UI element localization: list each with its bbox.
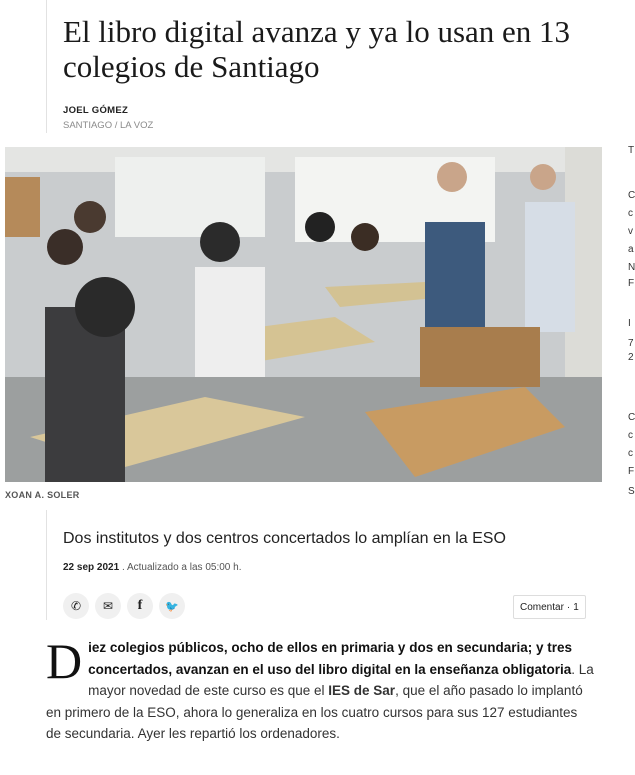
rail-fragment: F xyxy=(628,278,635,289)
rail-fragment: C xyxy=(628,412,635,423)
body-text-1: . La mayor novedad de este curso es que el xyxy=(88,661,594,698)
dateline xyxy=(63,562,241,573)
rail-fragment: c xyxy=(628,208,633,219)
twitter-share-button[interactable] xyxy=(159,593,185,619)
facebook-share-button[interactable] xyxy=(127,593,153,619)
rail-fragment: N xyxy=(628,262,635,273)
dropcap: D xyxy=(46,633,83,689)
rail-fragment: C xyxy=(628,190,635,201)
rail-fragment: a xyxy=(628,244,634,255)
rail-fragment: v xyxy=(628,226,633,237)
facebook-icon: f xyxy=(137,598,143,613)
envelope-icon: ✉ xyxy=(102,599,114,613)
comment-separator: · xyxy=(566,601,571,613)
photo-credit: XOAN A. SOLER xyxy=(5,490,80,500)
rail-fragment: 2 xyxy=(628,352,634,363)
comment-count: 1 xyxy=(573,601,579,613)
classroom-photo-illustration xyxy=(5,147,602,482)
lead-paragraph: iez colegios públicos, ocho de ellos en primaria y dos en secundaria; y tres concertados, avanzan en el uso del libro digital en la enseñanza obligatoria xyxy=(88,640,573,677)
school-name: IES de Sar xyxy=(328,683,396,698)
headline-block xyxy=(46,0,587,133)
author-location: SANTIAGO / LA VOZ xyxy=(63,120,154,131)
rail-fragment: S xyxy=(628,486,635,497)
email-share-button[interactable] xyxy=(95,593,121,619)
whatsapp-share-button[interactable] xyxy=(63,593,89,619)
updated-time: . Actualizado a las 05:00 h. xyxy=(121,562,242,573)
comment-button[interactable] xyxy=(513,595,586,619)
whatsapp-icon: ✆ xyxy=(70,599,82,613)
body-text-2: , que el año pasado lo implantó en primero de la ESO, ahora lo generaliza en los cuatro cursos para sus 127 estudiantes de secundaria. Ayer les repartió los ordenadores. xyxy=(46,683,583,741)
article-headline: El libro digital avanza y ya lo usan en 13 colegios de Santiago xyxy=(63,14,571,84)
share-bar xyxy=(63,593,185,619)
article-photo xyxy=(5,147,602,482)
article-subheadline: Dos institutos y dos centros concertados lo amplían en la ESO xyxy=(63,530,506,547)
subhead-block xyxy=(46,510,587,620)
author-name[interactable]: JOEL GÓMEZ xyxy=(63,105,129,116)
rail-fragment: c xyxy=(628,430,633,441)
article-body xyxy=(46,633,596,745)
rail-fragment: F xyxy=(628,466,635,477)
right-rail-clipped xyxy=(628,0,633,775)
rail-fragment: c xyxy=(628,448,633,459)
rail-fragment: I xyxy=(628,318,631,329)
rail-fragment: 7 xyxy=(628,338,634,349)
twitter-icon: 🐦 xyxy=(165,600,179,613)
rail-fragment: T xyxy=(628,145,635,156)
publish-date: 22 sep 2021 xyxy=(63,562,120,573)
comment-label: Comentar xyxy=(520,601,564,613)
